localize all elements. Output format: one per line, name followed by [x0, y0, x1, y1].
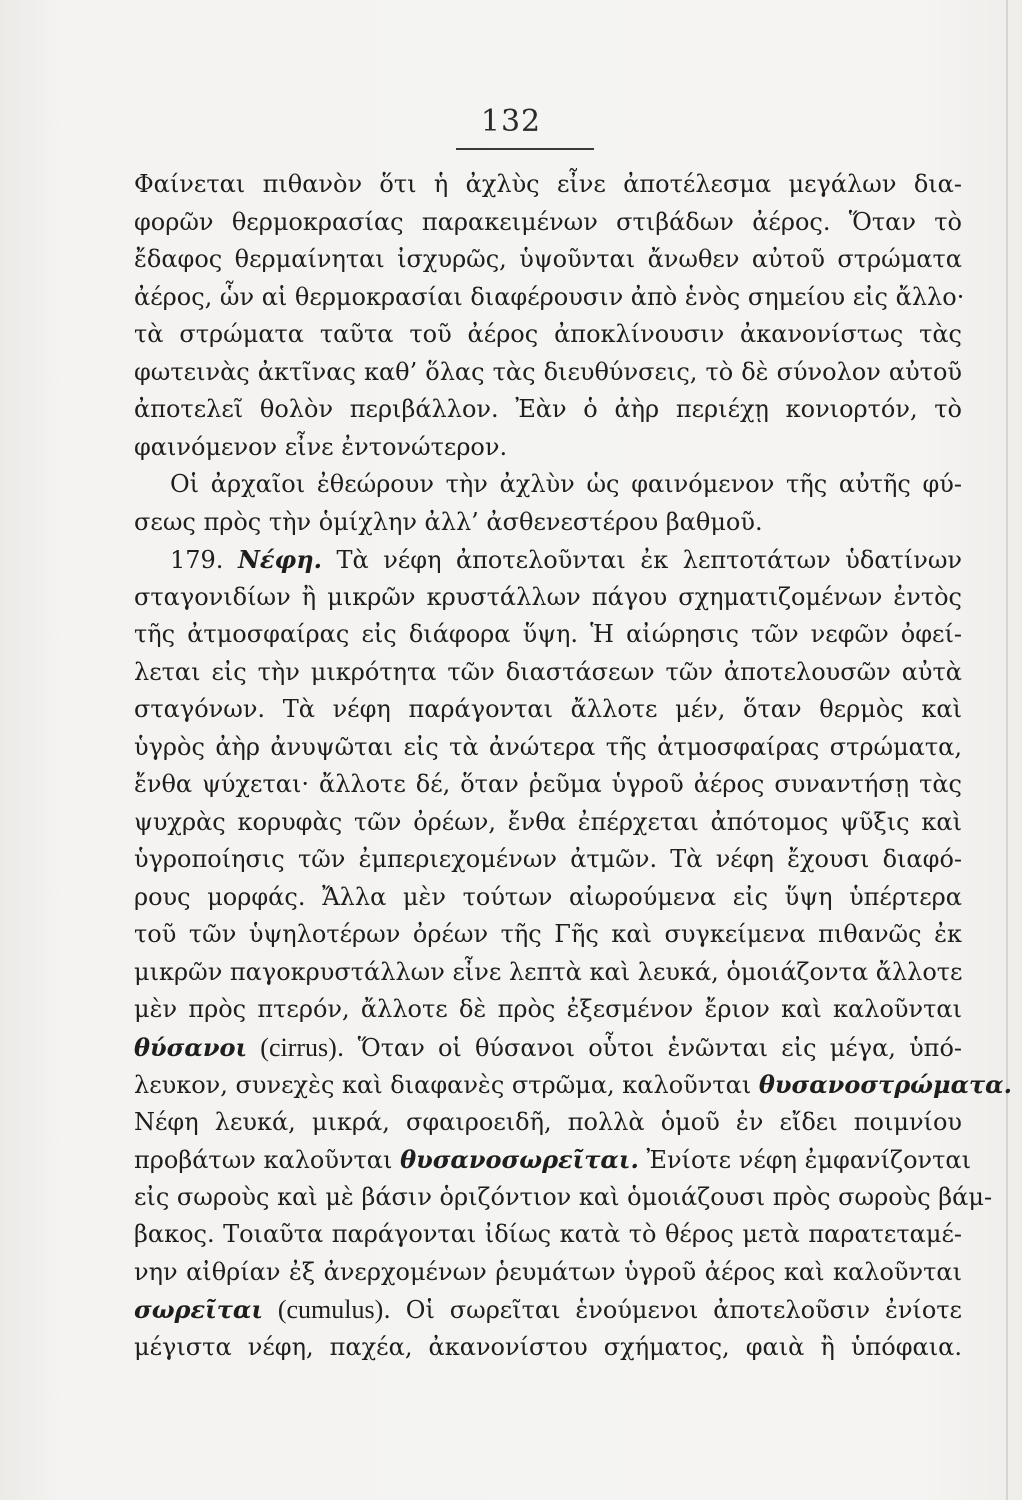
text-segment: τῆς ἀτμοσφαίρας εἰς διάφορα ὕψη. Ἡ αἰώρησις τῶν νεφῶν ὀφεί-	[134, 620, 962, 648]
text-segment	[263, 1296, 278, 1324]
text-segment: ἔνθα ψύχεται· ἄλλοτε δέ, ὅταν ῥεῦμα ὑγροῦ ἀέρος συναντήσῃ τὰς	[134, 770, 962, 798]
text-segment: βακος. Τοιαῦτα παράγονται ἰδίως κατὰ τὸ θέρος μετὰ παρατεταμέ-	[134, 1220, 962, 1248]
term-emphasis: σωρεῖται	[134, 1295, 263, 1324]
text-line	[134, 1216, 962, 1254]
text-segment: φαινόμενον εἶνε ἐντονώτερον.	[134, 432, 508, 461]
text-line	[134, 954, 962, 992]
text-segment: νην αἰθρίαν ἐξ ἀνερχομένων ῥευμάτων ὑγροῦ ἀέρος καὶ καλοῦνται	[134, 1257, 962, 1286]
text-segment: λευκον, συνεχὲς καὶ διαφανὲς στρῶμα, καλοῦνται	[134, 1071, 759, 1099]
text-segment: Ἐνίοτε νέφη ἐμφανίζονται	[638, 1146, 971, 1174]
text-segment: . Οἱ σωρεῖται ἑνούμενοι ἀποτελοῦσιν ἐνίοτε	[383, 1296, 962, 1324]
term-emphasis: θυσανοσωρεῖται.	[400, 1145, 639, 1174]
text-segment: προβάτων καλοῦνται	[134, 1146, 401, 1174]
text-segment: Τὰ νέφη ἀποτελοῦνται ἐκ λεπτοτάτων ὑδατίνων	[322, 546, 962, 574]
text-line	[134, 279, 965, 317]
text-line	[134, 504, 962, 542]
text-line	[134, 541, 962, 579]
text-segment: σεως πρὸς τὴν ὁμίχλην ἀλλ’ ἀσθενεστέρου βαθμοῦ.	[134, 507, 763, 536]
term-emphasis: θύσανοι	[134, 1032, 248, 1062]
term-emphasis: Νέφη.	[237, 545, 322, 574]
text-line	[134, 691, 962, 729]
text-line	[134, 316, 962, 354]
text-segment: εἰς σωροὺς καὶ μὲ βάσιν ὁριζόντιον καὶ ὁμοιάζουσι πρὸς σωροὺς βάμ-	[134, 1182, 993, 1211]
text-segment: ἀποτελεῖ θολὸν περιβάλλον. Ἐὰν ὁ ἀὴρ περιέχῃ κονιορτόν, τὸ	[134, 395, 962, 423]
text-line	[134, 1254, 962, 1292]
text-line	[134, 1104, 962, 1142]
text-line	[134, 166, 962, 204]
text-segment	[247, 1034, 260, 1062]
header-rule	[456, 148, 594, 150]
text-segment: ρους μορφάς. Ἄλλα μὲν τούτων αἰωρούμενα εἰς ὕψη ὑπέρτερα	[134, 882, 962, 911]
text-segment: λεται εἰς τὴν μικρότητα τῶν διαστάσεων τῶν ἀποτελουσῶν αὐτὰ	[134, 657, 962, 686]
text-line	[134, 1179, 993, 1217]
text-line	[134, 916, 962, 954]
text-segment: μικρῶν παγοκρυστάλλων εἶνε λεπτὰ καὶ λευκά, ὁμοιάζοντα ἄλλοτε	[134, 957, 963, 986]
text-line	[134, 654, 962, 692]
text-segment: (cirrus)	[260, 1032, 337, 1062]
text-segment: Φαίνεται πιθανὸν ὅτι ἡ ἀχλὺς εἶνε ἀποτέλεσμα μεγάλων δια-	[134, 170, 962, 198]
text-line	[134, 616, 962, 654]
text-line	[134, 804, 962, 842]
text-line	[134, 841, 962, 879]
text-line	[134, 729, 962, 767]
text-segment: ὑγροποίησις τῶν ἐμπεριεχομένων ἀτμῶν. Τὰ νέφη ἔχουσι διαφό-	[134, 845, 962, 873]
text-segment: μὲν πρὸς πτερόν, ἄλλοτε δὲ πρὸς ἐξεσμένον ἔριον καὶ καλοῦνται	[134, 995, 962, 1023]
text-line	[134, 579, 962, 617]
text-line	[134, 1141, 971, 1179]
term-emphasis: θυσανοστρώματα.	[758, 1070, 1013, 1099]
text-segment: (cumulus)	[277, 1295, 384, 1324]
text-segment: ὑγρὸς ἀὴρ ἀνυψῶται εἰς τὰ ἀνώτερα τῆς ἀτμοσφαίρας στρώματα,	[134, 732, 962, 761]
text-segment: ἔδαφος θερμαίνηται ἰσχυρῶς, ὑψοῦνται ἄνωθεν αὐτοῦ στρώματα	[134, 245, 962, 273]
text-segment: μέγιστα νέφη, παχέα, ἀκανονίστου σχήματος, φαιὰ ἢ ὑπόφαια.	[134, 1332, 962, 1361]
text-line	[134, 1066, 1013, 1104]
page-edge	[1006, 0, 1008, 1500]
text-segment: . Ὅταν οἱ θύσανοι οὗτοι ἑνῶνται εἰς μέγα, ὑπό-	[336, 1033, 962, 1062]
body-text	[134, 166, 1013, 1366]
text-line	[134, 1291, 962, 1329]
text-line	[134, 204, 962, 242]
text-line	[134, 879, 962, 917]
text-line	[134, 429, 962, 467]
text-line	[134, 766, 962, 804]
text-line	[134, 241, 962, 279]
text-line	[134, 466, 962, 504]
text-line	[134, 1329, 962, 1367]
text-segment: Οἱ ἀρχαῖοι ἐθεώρουν τὴν ἀχλὺν ὡς φαινόμενον τῆς αὐτῆς φύ-	[170, 470, 962, 498]
text-segment: ψυχρὰς κορυφὰς τῶν ὀρέων, ἔνθα ἐπέρχεται ἀπότομος ψῦξις καὶ	[134, 807, 962, 836]
text-segment: σταγονιδίων ἢ μικρῶν κρυστάλλων πάγου σχηματιζομένων ἐντὸς	[134, 582, 962, 611]
text-line	[134, 991, 962, 1029]
text-segment: 179.	[170, 546, 238, 574]
text-segment: σταγόνων. Τὰ νέφη παράγονται ἄλλοτε μέν, ὅταν θερμὸς καὶ	[134, 695, 962, 723]
text-line	[134, 391, 962, 429]
text-segment: Νέφη λευκά, μικρά, σφαιροειδῆ, πολλὰ ὁμοῦ ἐν εἴδει ποιμνίου	[134, 1107, 962, 1136]
text-segment: τὰ στρώματα ταῦτα τοῦ ἀέρος ἀποκλίνουσιν ἀκανονίστως τὰς	[134, 320, 962, 348]
text-line	[134, 1029, 962, 1067]
text-line	[134, 354, 962, 392]
text-segment: ἀέρος, ὧν αἱ θερμοκρασίαι διαφέρουσιν ἀπὸ ἑνὸς σημείου εἰς ἄλλο·	[134, 282, 965, 311]
page-number: 132	[480, 104, 542, 139]
text-segment: τοῦ τῶν ὑψηλοτέρων ὀρέων τῆς Γῆς καὶ συγκείμενα πιθανῶς ἐκ	[134, 920, 962, 948]
text-segment: φωτεινὰς ἀκτῖνας καθ’ ὅλας τὰς διευθύνσεις, τὸ δὲ σύνολον αὐτοῦ	[134, 357, 962, 386]
text-segment: φορῶν θερμοκρασίας παρακειμένων στιβάδων ἀέρος. Ὅταν τὸ	[134, 207, 962, 236]
